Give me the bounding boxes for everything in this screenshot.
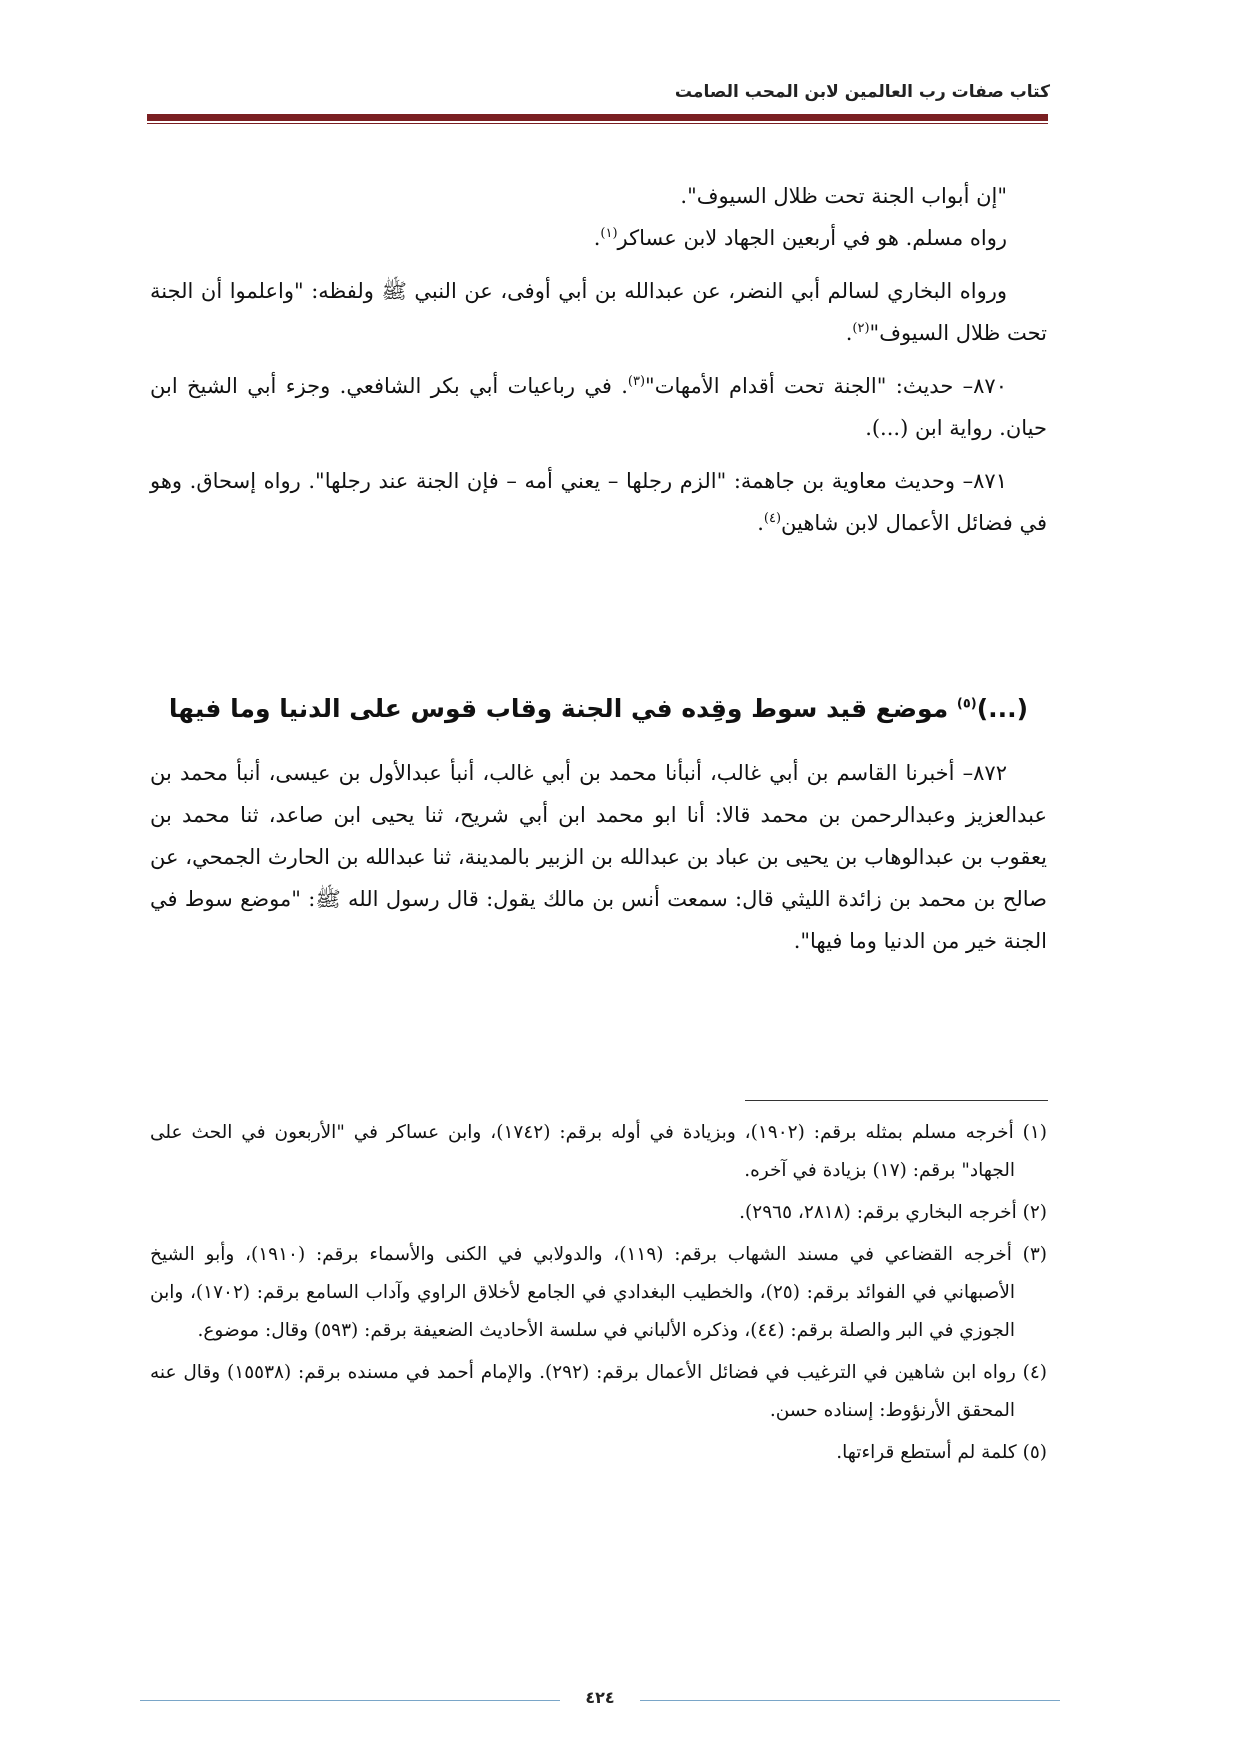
footnote: (٥) كلمة لم أستطع قراءتها. — [836, 1442, 1047, 1463]
footnote: (٢) أخرجه البخاري برقم: (٢٨١٨، ٢٩٦٥). — [739, 1202, 1047, 1223]
footnotes — [150, 1114, 1047, 1476]
footnote-ref: (١) — [600, 226, 618, 241]
footnote-ref: (٥) — [956, 696, 977, 712]
footer-rule-left — [140, 1700, 560, 1701]
hadith-871: ٨٧١– وحديث معاوية بن جاهمة: "الزم رجلها – يعني أمه – فإن الجنة عند رجلها". رواه إسحاق. وهو في فضائل الأعمال لابن شاهين$^{(٤)}$. — [150, 469, 1047, 535]
footnote-ref: (٢) — [852, 321, 870, 336]
main-text — [150, 175, 1047, 544]
section-heading: (...)$^{(٥)}$ موضع قيد سوط وقِده في الجنة وقاب قوس على الدنيا وما فيها — [168, 694, 1029, 723]
header-rule — [147, 114, 1048, 121]
footnote-ref: (٣) — [627, 374, 646, 389]
hadith-870: ٨٧٠– حديث: "الجنة تحت أقدام الأمهات"$^{(٣)}$. في رباعيات أبي بكر الشافعي. وجزء أبي الشيخ ابن حيان. رواية ابن (...). — [150, 374, 1047, 440]
footnote-ref: (٤) — [763, 511, 782, 526]
paragraph: "إن أبواب الجنة تحت ظلال السيوف". — [680, 184, 1007, 208]
header-rule-thin — [147, 123, 1048, 124]
footnote: (٣) أخرجه القضاعي في مسند الشهاب برقم: (١١٩)، والدولابي في الكنى والأسماء برقم: (١٩١٠)، وأبو الشيخ الأصبهاني في الفوائد برقم: (٢٥)، والخطيب البغدادي في الجامع لأخلاق الراوي وآداب السامع برقم: (١٧٠٢)، وابن الجوزي في البر والصلة برقم: (٤٤)، وذكره الألباني في سلسة الأحاديث الضعيفة برقم: (٥٩٣) وقال: موضوع. — [150, 1244, 1047, 1341]
paragraph: ورواه البخاري لسالم أبي النضر، عن عبدالله بن أبي أوفى، عن النبي ﷺ ولفظه: "واعلموا أن الجنة تحت ظلال السيوف"$^{(٢)}$. — [150, 279, 1047, 345]
footnote-divider — [745, 1100, 1048, 1101]
footnote: (١) أخرجه مسلم بمثله برقم: (١٩٠٢)، وبزيادة في أوله برقم: (١٧٤٢)، وابن عساكر في "الأربعون في الحث على الجهاد" برقم: (١٧) بزيادة في آخره. — [150, 1122, 1048, 1181]
section-text — [150, 752, 1047, 962]
paragraph: رواه مسلم. هو في أربعين الجهاد لابن عساكر$^{(١)}$. — [593, 226, 1007, 250]
book-title-header: كتاب صفات رب العالمين لابن المحب الصامت — [674, 82, 1050, 102]
footer-rule-right — [640, 1700, 1060, 1701]
page-number: ٤٢٤ — [585, 1688, 615, 1707]
hadith-872: ٨٧٢– أخبرنا القاسم بن أبي غالب، أنبأنا محمد بن أبي غالب، أنبأ عبدالأول بن عيسى، أنبأ محمد بن عبدالعزيز وعبدالرحمن بن محمد قالا: أنا ابو محمد ابن أبي شريح، ثنا يحيى ابن صاعد، ثنا محمد بن يعقوب بن عبدالوهاب بن يحيى بن عباد بن عبدالله بن الزبير بالمدينة، ثنا عبدالله بن الحارث الجمحي، عن صالح بن محمد بن زائدة الليثي قال: سمعت أنس بن مالك يقول: قال رسول الله ﷺ: "موضع سوط في الجنة خير من الدنيا وما فيها". — [150, 761, 1047, 953]
footnote: (٤) رواه ابن شاهين في الترغيب في فضائل الأعمال برقم: (٢٩٢). والإمام أحمد في مسنده برقم: (١٥٥٣٨) وقال عنه المحقق الأرنؤوط: إسناده حسن. — [150, 1362, 1047, 1421]
